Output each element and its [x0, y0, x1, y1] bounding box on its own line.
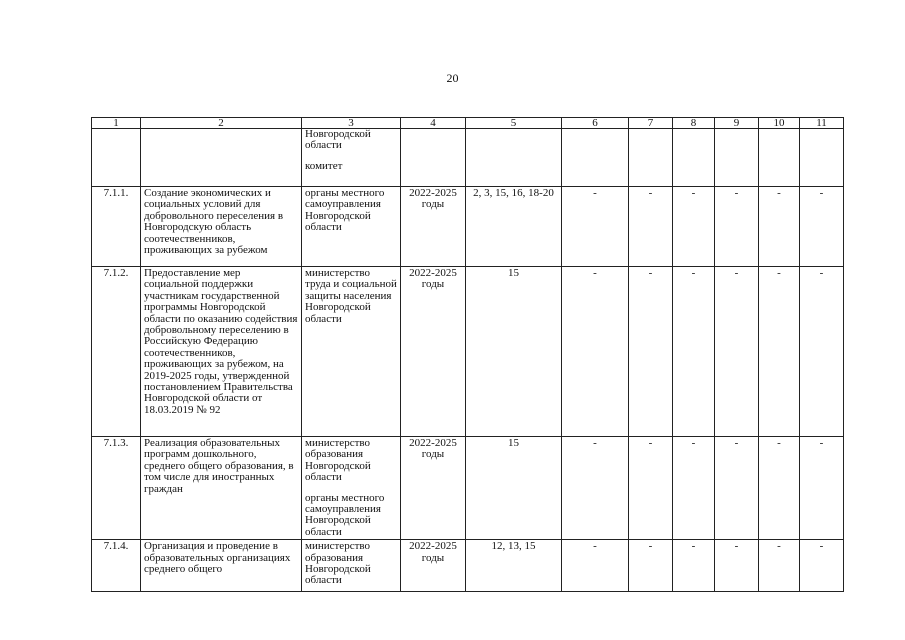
row-number: 7.1.3. [92, 437, 141, 540]
row-number [92, 129, 141, 187]
column-header: 7 [629, 118, 673, 129]
indicators-cell [466, 129, 562, 187]
value-cell: - [715, 437, 759, 540]
value-cell: - [629, 267, 673, 437]
value-cell [629, 129, 673, 187]
measure-name [141, 129, 302, 187]
value-cell: - [673, 540, 715, 592]
column-header: 10 [759, 118, 800, 129]
value-cell [800, 129, 844, 187]
header-row [92, 118, 844, 129]
table-row [92, 540, 844, 592]
value-cell: - [800, 187, 844, 267]
value-cell: - [759, 187, 800, 267]
value-cell: - [759, 540, 800, 592]
value-cell [759, 129, 800, 187]
value-cell: - [562, 437, 629, 540]
value-cell: - [629, 187, 673, 267]
measure-name: Организация и проведение в образовательных организациях среднего общего [141, 540, 302, 592]
value-cell [562, 129, 629, 187]
row-number: 7.1.4. [92, 540, 141, 592]
value-cell: - [673, 187, 715, 267]
period-cell: 2022-2025 годы [401, 437, 466, 540]
value-cell: - [562, 267, 629, 437]
executor-text: Новгородской области [305, 128, 371, 152]
value-cell [715, 129, 759, 187]
executor-text: министерство образования Новгородской области [305, 540, 371, 587]
measure-name: Реализация образовательных программ дошкольного, среднего общего образования, в том числе для иностранных граждан [141, 437, 302, 540]
executor-cell [302, 187, 401, 267]
indicators-cell: 15 [466, 267, 562, 437]
column-header: 3 [302, 118, 401, 129]
value-cell: - [715, 187, 759, 267]
value-cell: - [673, 437, 715, 540]
row-number: 7.1.1. [92, 187, 141, 267]
value-cell: - [629, 437, 673, 540]
value-cell: - [800, 540, 844, 592]
column-header: 2 [141, 118, 302, 129]
column-header: 1 [92, 118, 141, 129]
executor-cell [302, 267, 401, 437]
executor-cell [302, 129, 401, 187]
measure-name: Предоставление мер социальной поддержки участникам государственной программы Новгородской области по оказанию содействия добровольному переселению в Российскую Федерацию соотечественников, проживающих за рубежом, на 2019-2025 годы, утвержденной постановлением Правительства Новгородской области от 18.03.2019 № 92 [141, 267, 302, 437]
value-cell: - [629, 540, 673, 592]
value-cell: - [800, 437, 844, 540]
measure-name: Создание экономических и социальных условий для добровольного переселения в Новгородскую область соотечественников, проживающих за рубежом [141, 187, 302, 267]
column-header: 6 [562, 118, 629, 129]
executor-text-secondary: комитет [305, 159, 343, 172]
table-row [92, 437, 844, 540]
column-header: 8 [673, 118, 715, 129]
table-row [92, 129, 844, 187]
executor-text: министерство образования Новгородской области [305, 437, 371, 484]
period-cell: 2022-2025 годы [401, 540, 466, 592]
column-header: 11 [800, 118, 844, 129]
value-cell: - [673, 267, 715, 437]
executor-text: органы местного самоуправления Новгородской области [305, 187, 385, 234]
indicators-cell: 2, 3, 15, 16, 18-20 [466, 187, 562, 267]
column-header: 5 [466, 118, 562, 129]
period-cell: 2022-2025 годы [401, 187, 466, 267]
executor-cell [302, 540, 401, 592]
page-number: 20 [446, 71, 459, 85]
value-cell: - [562, 187, 629, 267]
period-cell: 2022-2025 годы [401, 267, 466, 437]
value-cell: - [759, 437, 800, 540]
value-cell [673, 129, 715, 187]
value-cell: - [715, 267, 759, 437]
indicators-cell: 15 [466, 437, 562, 540]
value-cell: - [800, 267, 844, 437]
value-cell: - [562, 540, 629, 592]
period-cell [401, 129, 466, 187]
executor-text-secondary: органы местного самоуправления Новгородской области [305, 491, 385, 538]
executor-text: министерство труда и социальной защиты населения Новгородской области [305, 267, 397, 325]
column-header: 9 [715, 118, 759, 129]
column-header: 4 [401, 118, 466, 129]
value-cell: - [715, 540, 759, 592]
table-row [92, 187, 844, 267]
indicators-cell: 12, 13, 15 [466, 540, 562, 592]
value-cell: - [759, 267, 800, 437]
row-number: 7.1.2. [92, 267, 141, 437]
executor-cell [302, 437, 401, 540]
table-row [92, 267, 844, 437]
plan-table [91, 117, 844, 592]
